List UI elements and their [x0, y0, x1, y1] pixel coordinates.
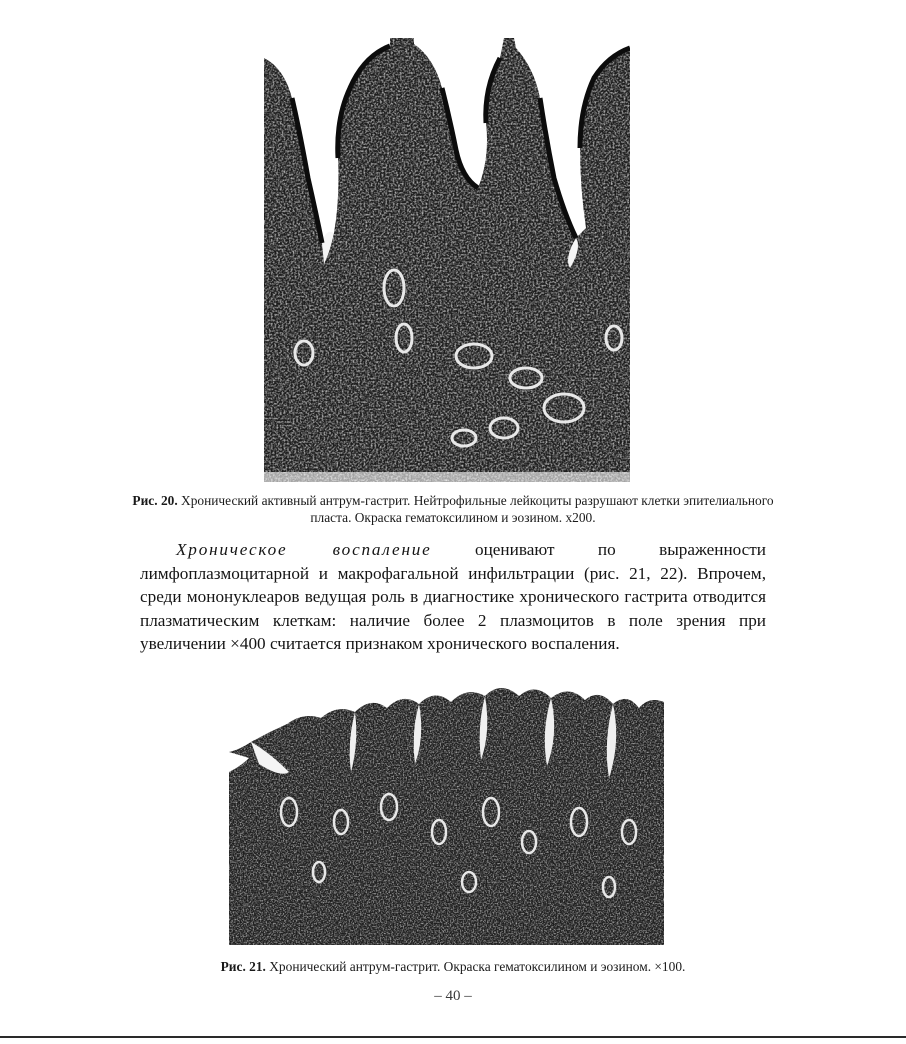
figure-20-caption-text: Хронический активный антрум-гастрит. Нейтрофильные лейкоциты разрушают клетки эпителиального пласта. Окраска гематоксилином и эозином. х200.: [177, 493, 774, 525]
figure-21-caption-label: Рис. 21.: [220, 959, 266, 974]
figure-20-caption: [120, 492, 786, 526]
figure-20-caption-label: Рис. 20.: [132, 493, 178, 508]
body-lead-phrase: Хроническое воспаление: [176, 540, 432, 559]
figure-21-micrograph: [229, 682, 664, 945]
figure-21-caption-text: Хронический антрум-гастрит. Окраска гематоксилином и эозином. ×100.: [265, 959, 686, 974]
body-text: оценивают по выраженности лимфоплазмоцитарной и макрофагальной инфильтрации (рис. 21, 22). Впрочем, среди мононуклеаров ведущая роль в диагностике хронического гастрита отводится плазматическим клеткам: наличие более 2 плазмоцитов в поле зрения при увеличении ×400 считается признаком хронического воспаления.: [140, 540, 766, 653]
bottom-rule: [0, 1036, 906, 1038]
figure-21-caption: [120, 958, 786, 975]
figure-20-micrograph: [264, 38, 630, 482]
page-number: – 40 –: [434, 988, 472, 1004]
body-paragraph: [140, 538, 766, 656]
